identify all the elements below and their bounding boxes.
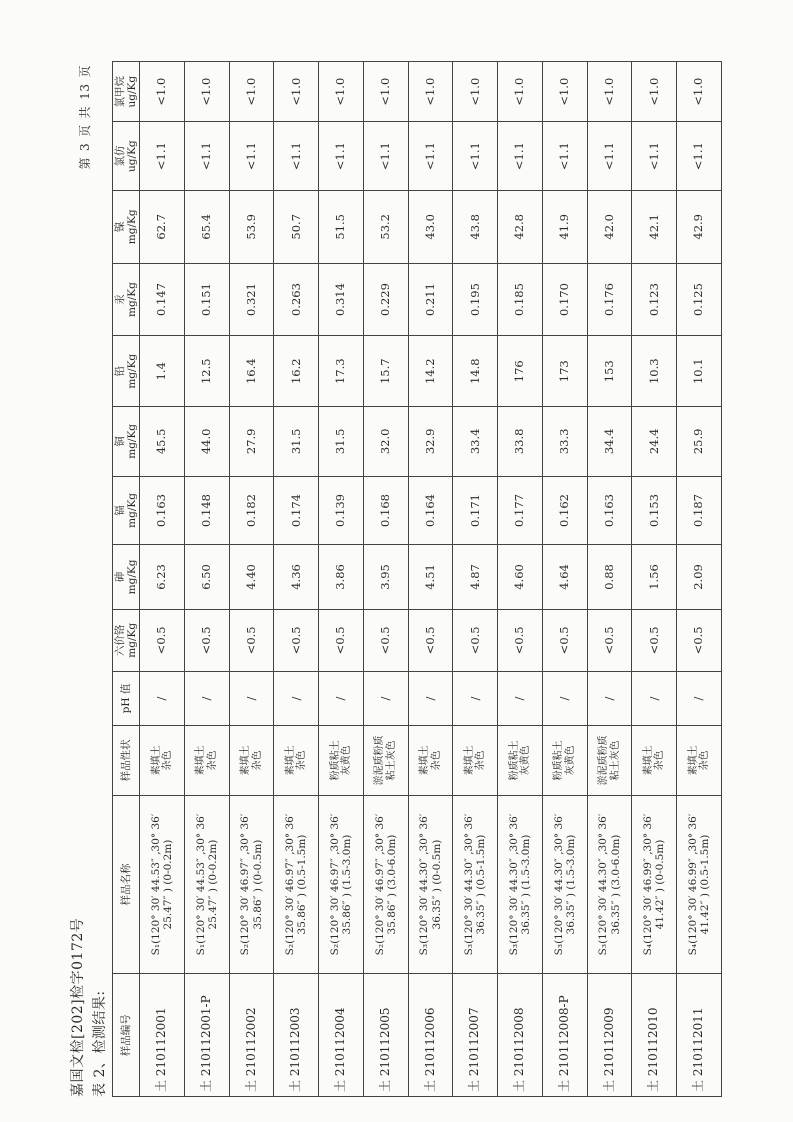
- sample-name-cell: [319, 795, 364, 974]
- mercury-cell: 0.125: [677, 263, 722, 336]
- sample-name-cell: [274, 795, 319, 974]
- mercury-cell: 0.147: [140, 263, 185, 336]
- chromium6-cell: <0.5: [632, 609, 677, 671]
- sample-texture-cell: [453, 726, 498, 796]
- sample-texture-cell: [363, 726, 408, 796]
- chromium6-cell: <0.5: [453, 609, 498, 671]
- cadmium-cell: 0.148: [184, 476, 229, 545]
- sample-name-line2: 36.35″ ) (3.0-6.0m): [609, 834, 622, 935]
- sample-code-cell: 土 210112011: [677, 974, 722, 1097]
- chromium6-cell: <0.5: [498, 609, 543, 671]
- sample-texture-cell: [319, 726, 364, 796]
- sample-texture-line1: 粉质粘土: [329, 740, 341, 781]
- lead-cell: 15.7: [363, 336, 408, 407]
- column-header: [113, 476, 140, 545]
- lead-cell: 14.8: [453, 336, 498, 407]
- sample-name-cell: [363, 795, 408, 974]
- copper-cell: 32.9: [408, 407, 453, 477]
- sample-code-cell: 土 210112002: [229, 974, 274, 1097]
- chromium6-cell: <0.5: [363, 609, 408, 671]
- sample-name-cell: [140, 795, 185, 974]
- sample-texture-line2: 粘土灰色: [385, 740, 397, 781]
- sample-name-line1: S₃(120° 30′ 44.30″ ,30° 36′: [507, 813, 520, 956]
- column-header-unit: mg/Kg: [126, 493, 139, 528]
- lead-cell: 17.3: [319, 336, 364, 407]
- sample-name-line1: S₁(120° 30′ 44.53″ ,30° 36′: [194, 813, 207, 956]
- lead-cell: 153: [587, 336, 632, 407]
- sample-name-line2: 41.42″ ) (0-0.5m): [654, 839, 667, 930]
- mercury-cell: 0.195: [453, 263, 498, 336]
- page-current: 3: [78, 142, 92, 151]
- copper-cell: 27.9: [229, 407, 274, 477]
- sample-texture-line1: 素填土: [195, 745, 207, 776]
- sample-texture-cell: [184, 726, 229, 796]
- chromium6-cell: <0.5: [677, 609, 722, 671]
- arsenic-cell: 4.60: [498, 545, 543, 609]
- nickel-cell: 51.5: [319, 190, 364, 263]
- nickel-cell: 53.9: [229, 190, 274, 263]
- sample-name-cell: [632, 795, 677, 974]
- column-header: [113, 795, 140, 974]
- sample-texture-line2: 灰黄色: [564, 745, 576, 776]
- arsenic-cell: 6.23: [140, 545, 185, 609]
- sample-texture-line1: 素填土: [240, 745, 251, 776]
- column-header-name: 氯仿: [114, 145, 126, 167]
- cadmium-cell: 0.153: [632, 476, 677, 545]
- column-header: [113, 336, 140, 407]
- chromium6-cell: <0.5: [319, 609, 364, 671]
- sample-code-cell: 土 210112010: [632, 974, 677, 1097]
- nickel-cell: 42.0: [587, 190, 632, 263]
- copper-cell: 24.4: [632, 407, 677, 477]
- sample-name-line1: S₁(120° 30′ 44.53″ ,30° 36′: [149, 813, 162, 956]
- column-header-name: 样品性状: [120, 739, 133, 782]
- chloromethane-cell: <1.0: [542, 62, 587, 122]
- column-header-unit: mg/Kg: [126, 423, 139, 459]
- mercury-cell: 0.185: [498, 263, 543, 336]
- chloroform-cell: <1.1: [184, 122, 229, 191]
- sample-texture-line2: 杂色: [296, 750, 308, 771]
- chromium6-cell: <0.5: [274, 609, 319, 671]
- sample-name-cell: [587, 795, 632, 974]
- ph-value-cell: /: [677, 672, 722, 726]
- mercury-cell: 0.321: [229, 263, 274, 336]
- nickel-cell: 43.0: [408, 190, 453, 263]
- nickel-cell: 42.9: [677, 190, 722, 263]
- sample-name-line2: 25.47″ ) (0-0.2m): [206, 839, 219, 930]
- sample-code-cell: 土 210112001-P: [184, 974, 229, 1097]
- sample-texture-line2: 杂色: [430, 750, 442, 771]
- arsenic-cell: 0.88: [587, 545, 632, 609]
- column-header-unit: ug/Kg: [126, 140, 139, 172]
- sample-name-cell: [677, 795, 722, 974]
- column-header-name: 砷: [114, 571, 126, 583]
- table-header-row: [113, 62, 140, 1097]
- chloromethane-cell: <1.0: [677, 62, 722, 122]
- sample-texture-line2: 粘土灰色: [609, 740, 621, 781]
- sample-name-cell: [229, 795, 274, 974]
- rotated-page-content: [64, 61, 724, 1097]
- chloromethane-cell: <1.0: [587, 62, 632, 122]
- chromium6-cell: <0.5: [542, 609, 587, 671]
- cadmium-cell: 0.164: [408, 476, 453, 545]
- copper-cell: 32.0: [363, 407, 408, 477]
- arsenic-cell: 4.87: [453, 545, 498, 609]
- chloromethane-cell: <1.0: [274, 62, 319, 122]
- column-header-name: 汞: [114, 294, 126, 305]
- sample-name-line1: S₄(120° 30′ 46.99″ ,30° 36′: [687, 813, 699, 956]
- table-row: [408, 62, 453, 1097]
- chloromethane-cell: <1.0: [498, 62, 543, 122]
- cadmium-cell: 0.174: [274, 476, 319, 545]
- sample-name-line2: 36.35″ ) (0.5-1.5m): [475, 834, 488, 935]
- sample-texture-line2: 杂色: [654, 750, 666, 771]
- cadmium-cell: 0.139: [319, 476, 364, 545]
- cadmium-cell: 0.168: [363, 476, 408, 545]
- nickel-cell: 43.8: [453, 190, 498, 263]
- sample-texture-line1: 素填土: [150, 745, 162, 776]
- lead-cell: 16.4: [229, 336, 274, 407]
- lead-cell: 176: [498, 336, 543, 407]
- column-header-name: pH 值: [120, 683, 133, 714]
- ph-value-cell: /: [408, 672, 453, 726]
- page-total: 13: [78, 83, 92, 100]
- sample-texture-line1: 淤泥质粉质: [374, 735, 386, 786]
- sample-texture-line1: 粉质粘土: [508, 740, 520, 781]
- results-table: [112, 61, 722, 1097]
- ph-value-cell: /: [632, 672, 677, 726]
- chromium6-cell: <0.5: [184, 609, 229, 671]
- sample-code-cell: 土 210112007: [453, 974, 498, 1097]
- column-header: [113, 672, 140, 726]
- chloroform-cell: <1.1: [677, 122, 722, 191]
- sample-name-line2: 41.42″ ) (0.5-1.5m): [699, 834, 712, 935]
- column-header: [113, 263, 140, 336]
- sample-name-line1: S₃(120° 30′ 44.30″ ,30° 36′: [418, 813, 431, 956]
- table-row: [319, 62, 364, 1097]
- sample-code-cell: 土 210112003: [274, 974, 319, 1097]
- page-label-mid: 页: [78, 124, 92, 137]
- ph-value-cell: /: [184, 672, 229, 726]
- sample-name-line1: S₂(120° 30′ 46.97″ ,30° 36′: [239, 813, 252, 956]
- chloroform-cell: <1.1: [408, 122, 453, 191]
- table-row: [632, 62, 677, 1097]
- column-header-unit: mg/Kg: [126, 559, 139, 595]
- mercury-cell: 0.314: [319, 263, 364, 336]
- sample-name-cell: [453, 795, 498, 974]
- nickel-cell: 42.8: [498, 190, 543, 263]
- table-body: [140, 62, 722, 1097]
- column-header-name: 氯甲烷: [114, 75, 126, 108]
- chloromethane-cell: <1.0: [408, 62, 453, 122]
- sample-name-line2: 35.86″ ) (1.5-3.0m): [341, 834, 353, 935]
- document-number: 嘉国文检[202]检字0172号: [70, 917, 86, 1097]
- chloroform-cell: <1.1: [140, 122, 185, 191]
- arsenic-cell: 4.36: [274, 545, 319, 609]
- chloromethane-cell: <1.0: [632, 62, 677, 122]
- copper-cell: 45.5: [140, 407, 185, 477]
- column-header-unit: ug/Kg: [126, 75, 139, 108]
- sample-texture-cell: [408, 726, 453, 796]
- page-label-post: 页: [78, 65, 92, 78]
- table-row: [229, 62, 274, 1097]
- table-row: [453, 62, 498, 1097]
- table-row: [274, 62, 319, 1097]
- sample-texture-line1: 素填土: [687, 745, 699, 776]
- sample-name-line2: 35.86″ ) (0-0.5m): [251, 839, 264, 930]
- sample-texture-cell: [140, 726, 185, 796]
- nickel-cell: 42.1: [632, 190, 677, 263]
- lead-cell: 10.3: [632, 336, 677, 407]
- page-label-pre: 第: [78, 156, 92, 170]
- sample-name-line1: S₃(120° 30′ 44.30″ ,30° 36′: [552, 813, 565, 956]
- arsenic-cell: 3.95: [363, 545, 408, 609]
- ph-value-cell: /: [274, 672, 319, 726]
- column-header-name: 铅: [114, 365, 126, 377]
- copper-cell: 31.5: [274, 407, 319, 477]
- column-header: [113, 407, 140, 477]
- sample-name-cell: [542, 795, 587, 974]
- sample-texture-line1: 素填土: [419, 745, 430, 776]
- sample-texture-cell: [632, 726, 677, 796]
- column-header-name: 样品编号: [120, 1014, 133, 1057]
- sample-code-cell: 土 210112005: [363, 974, 408, 1097]
- sample-texture-line2: 灰黄色: [520, 745, 531, 776]
- table-row: [542, 62, 587, 1097]
- table-row: [363, 62, 408, 1097]
- chloromethane-cell: <1.0: [229, 62, 274, 122]
- copper-cell: 33.4: [453, 407, 498, 477]
- cadmium-cell: 0.187: [677, 476, 722, 545]
- copper-cell: 33.8: [498, 407, 543, 477]
- column-header: [113, 609, 140, 671]
- ph-value-cell: /: [542, 672, 587, 726]
- sample-name-line1: S₃(120° 30′ 44.30″ ,30° 36′: [597, 813, 610, 956]
- sample-name-line1: S₃(120° 30′ 44.30″ ,30° 36′: [463, 813, 476, 956]
- sample-texture-cell: [587, 726, 632, 796]
- arsenic-cell: 4.51: [408, 545, 453, 609]
- nickel-cell: 65.4: [184, 190, 229, 263]
- ph-value-cell: /: [140, 672, 185, 726]
- ph-value-cell: /: [363, 672, 408, 726]
- sample-name-cell: [498, 795, 543, 974]
- column-header: [113, 974, 140, 1097]
- column-header: [113, 190, 140, 263]
- arsenic-cell: 6.50: [184, 545, 229, 609]
- lead-cell: 12.5: [184, 336, 229, 407]
- column-header-unit: mg/Kg: [126, 209, 139, 245]
- ph-value-cell: /: [498, 672, 543, 726]
- sample-code-cell: 土 210112008: [498, 974, 543, 1097]
- mercury-cell: 0.151: [184, 263, 229, 336]
- sample-name-line1: S₂(120° 30′ 46.97″ ,30° 36′: [373, 813, 386, 956]
- column-header: [113, 545, 140, 609]
- copper-cell: 25.9: [677, 407, 722, 477]
- sample-texture-line2: 杂色: [251, 750, 263, 771]
- chloroform-cell: <1.1: [542, 122, 587, 191]
- chloromethane-cell: <1.0: [319, 62, 364, 122]
- lead-cell: 1.4: [140, 336, 185, 407]
- sample-name-cell: [184, 795, 229, 974]
- sample-code-cell: 土 210112006: [408, 974, 453, 1097]
- ph-value-cell: /: [587, 672, 632, 726]
- chloromethane-cell: <1.0: [453, 62, 498, 122]
- chloroform-cell: <1.1: [274, 122, 319, 191]
- column-header-name: 镍: [114, 221, 126, 233]
- lead-cell: 16.2: [274, 336, 319, 407]
- table-row: [587, 62, 632, 1097]
- sample-name-line2: 36.35″ ) (0-0.5m): [430, 839, 443, 930]
- lead-cell: 10.1: [677, 336, 722, 407]
- page-label-total-pre: 共: [78, 105, 92, 119]
- nickel-cell: 50.7: [274, 190, 319, 263]
- column-header-unit: mg/Kg: [126, 282, 139, 317]
- sample-texture-cell: [274, 726, 319, 796]
- sample-name-line2: 25.47″ ) (0-0.2m): [162, 839, 174, 930]
- sample-name-line1: S₂(120° 30′ 46.97″ ,30° 36′: [284, 813, 297, 956]
- sample-code-cell: 土 210112001: [140, 974, 185, 1097]
- chloroform-cell: <1.1: [453, 122, 498, 191]
- sample-code-cell: 土 210112009: [587, 974, 632, 1097]
- arsenic-cell: 2.09: [677, 545, 722, 609]
- nickel-cell: 62.7: [140, 190, 185, 263]
- column-header-name: 六价铬: [114, 624, 126, 657]
- sample-texture-line1: 素填土: [284, 745, 296, 776]
- chloroform-cell: <1.1: [319, 122, 364, 191]
- sample-texture-line2: 杂色: [162, 750, 173, 771]
- sample-texture-cell: [498, 726, 543, 796]
- chloromethane-cell: <1.0: [140, 62, 185, 122]
- sample-texture-line2: 杂色: [206, 750, 218, 771]
- copper-cell: 33.3: [542, 407, 587, 477]
- sample-texture-line1: 粉质粘土: [553, 740, 565, 781]
- sample-texture-line2: 杂色: [699, 750, 711, 771]
- sample-texture-line1: 淤泥质粉质: [598, 735, 609, 786]
- sample-texture-cell: [542, 726, 587, 796]
- sample-name-cell: [408, 795, 453, 974]
- sample-name-line1: S₂(120° 30′ 46.97″ ,30° 36′: [328, 813, 341, 956]
- sample-name-line2: 36.35″ ) (1.5-3.0m): [564, 834, 577, 935]
- sample-code-cell: 土 210112004: [319, 974, 364, 1097]
- ph-value-cell: /: [453, 672, 498, 726]
- sample-texture-cell: [229, 726, 274, 796]
- nickel-cell: 53.2: [363, 190, 408, 263]
- sample-code-cell: 土 210112008-P: [542, 974, 587, 1097]
- column-header-unit: mg/Kg: [126, 353, 139, 389]
- arsenic-cell: 1.56: [632, 545, 677, 609]
- chloroform-cell: <1.1: [632, 122, 677, 191]
- chloroform-cell: <1.1: [587, 122, 632, 191]
- column-header: [113, 726, 140, 796]
- chloromethane-cell: <1.0: [184, 62, 229, 122]
- arsenic-cell: 4.40: [229, 545, 274, 609]
- ph-value-cell: /: [319, 672, 364, 726]
- mercury-cell: 0.170: [542, 263, 587, 336]
- chloroform-cell: <1.1: [498, 122, 543, 191]
- sample-texture-cell: [677, 726, 722, 796]
- table-caption: 表 2、检测结果:: [92, 990, 108, 1097]
- sample-texture-line2: 杂色: [475, 750, 487, 771]
- table-row: [184, 62, 229, 1097]
- sample-name-line2: 35.86″ ) (3.0-6.0m): [385, 834, 398, 935]
- sample-name-line1: S₄(120° 30′ 46.99″ ,30° 36′: [642, 813, 655, 956]
- sample-texture-line1: 素填土: [463, 745, 475, 776]
- chromium6-cell: <0.5: [408, 609, 453, 671]
- mercury-cell: 0.123: [632, 263, 677, 336]
- copper-cell: 44.0: [184, 407, 229, 477]
- sample-name-line2: 36.35″ ) (1.5-3.0m): [520, 834, 532, 935]
- cadmium-cell: 0.163: [140, 476, 185, 545]
- cadmium-cell: 0.163: [587, 476, 632, 545]
- lead-cell: 173: [542, 336, 587, 407]
- lead-cell: 14.2: [408, 336, 453, 407]
- arsenic-cell: 4.64: [542, 545, 587, 609]
- nickel-cell: 41.9: [542, 190, 587, 263]
- mercury-cell: 0.263: [274, 263, 319, 336]
- chromium6-cell: <0.5: [229, 609, 274, 671]
- chromium6-cell: <0.5: [587, 609, 632, 671]
- ph-value-cell: /: [229, 672, 274, 726]
- sample-texture-line2: 灰黄色: [341, 745, 352, 776]
- chromium6-cell: <0.5: [140, 609, 185, 671]
- chloroform-cell: <1.1: [229, 122, 274, 191]
- copper-cell: 34.4: [587, 407, 632, 477]
- column-header-name: 铜: [114, 436, 126, 447]
- mercury-cell: 0.176: [587, 263, 632, 336]
- cadmium-cell: 0.171: [453, 476, 498, 545]
- page-indicator: [76, 65, 93, 175]
- cadmium-cell: 0.177: [498, 476, 543, 545]
- arsenic-cell: 3.86: [319, 545, 364, 609]
- chloroform-cell: <1.1: [363, 122, 408, 191]
- table-row: [498, 62, 543, 1097]
- sample-name-line2: 35.86″ ) (0.5-1.5m): [296, 834, 309, 935]
- chloromethane-cell: <1.0: [363, 62, 408, 122]
- cadmium-cell: 0.182: [229, 476, 274, 545]
- column-header-name: 样品名称: [120, 863, 133, 906]
- column-header-name: 镉: [114, 505, 126, 516]
- sample-texture-line1: 素填土: [642, 745, 654, 776]
- column-header-unit: mg/Kg: [126, 622, 139, 658]
- table-row: [140, 62, 185, 1097]
- mercury-cell: 0.211: [408, 263, 453, 336]
- copper-cell: 31.5: [319, 407, 364, 477]
- cadmium-cell: 0.162: [542, 476, 587, 545]
- column-header: [113, 122, 140, 191]
- column-header: [113, 62, 140, 122]
- mercury-cell: 0.229: [363, 263, 408, 336]
- table-row: [677, 62, 722, 1097]
